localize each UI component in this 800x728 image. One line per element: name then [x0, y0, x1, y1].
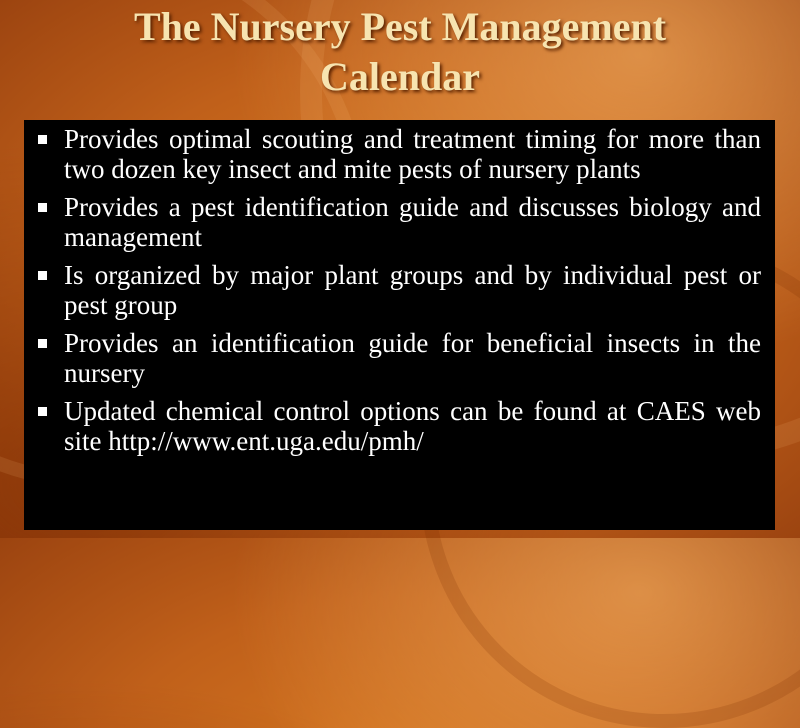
bullet-text: Updated chemical control options can be found at CAES web site http://www.ent.uga.edu/pmh/ — [64, 396, 761, 456]
slide-title — [0, 2, 800, 102]
bullet-text: Is organized by major plant groups and by individual pest or pest group — [64, 260, 761, 320]
content-box — [24, 120, 775, 530]
slide-title-line-1: The Nursery Pest Management — [133, 4, 667, 49]
bullet-item — [34, 192, 761, 252]
bullet-item — [34, 396, 761, 456]
bullet-list — [34, 124, 761, 456]
bullet-item — [34, 124, 761, 184]
bullet-item — [34, 260, 761, 320]
bullet-item — [34, 328, 761, 388]
square-bullet-icon — [38, 339, 47, 348]
square-bullet-icon — [38, 407, 47, 416]
square-bullet-icon — [38, 135, 47, 144]
bullet-text: Provides an identification guide for beneficial insects in the nursery — [64, 328, 761, 388]
square-bullet-icon — [38, 271, 47, 280]
square-bullet-icon — [38, 203, 47, 212]
bullet-text: Provides a pest identification guide and discusses biology and management — [64, 192, 761, 252]
bullet-text: Provides optimal scouting and treatment timing for more than two dozen key insect and mite pests of nursery plants — [64, 124, 761, 184]
slide-title-line-2: Calendar — [320, 54, 480, 99]
